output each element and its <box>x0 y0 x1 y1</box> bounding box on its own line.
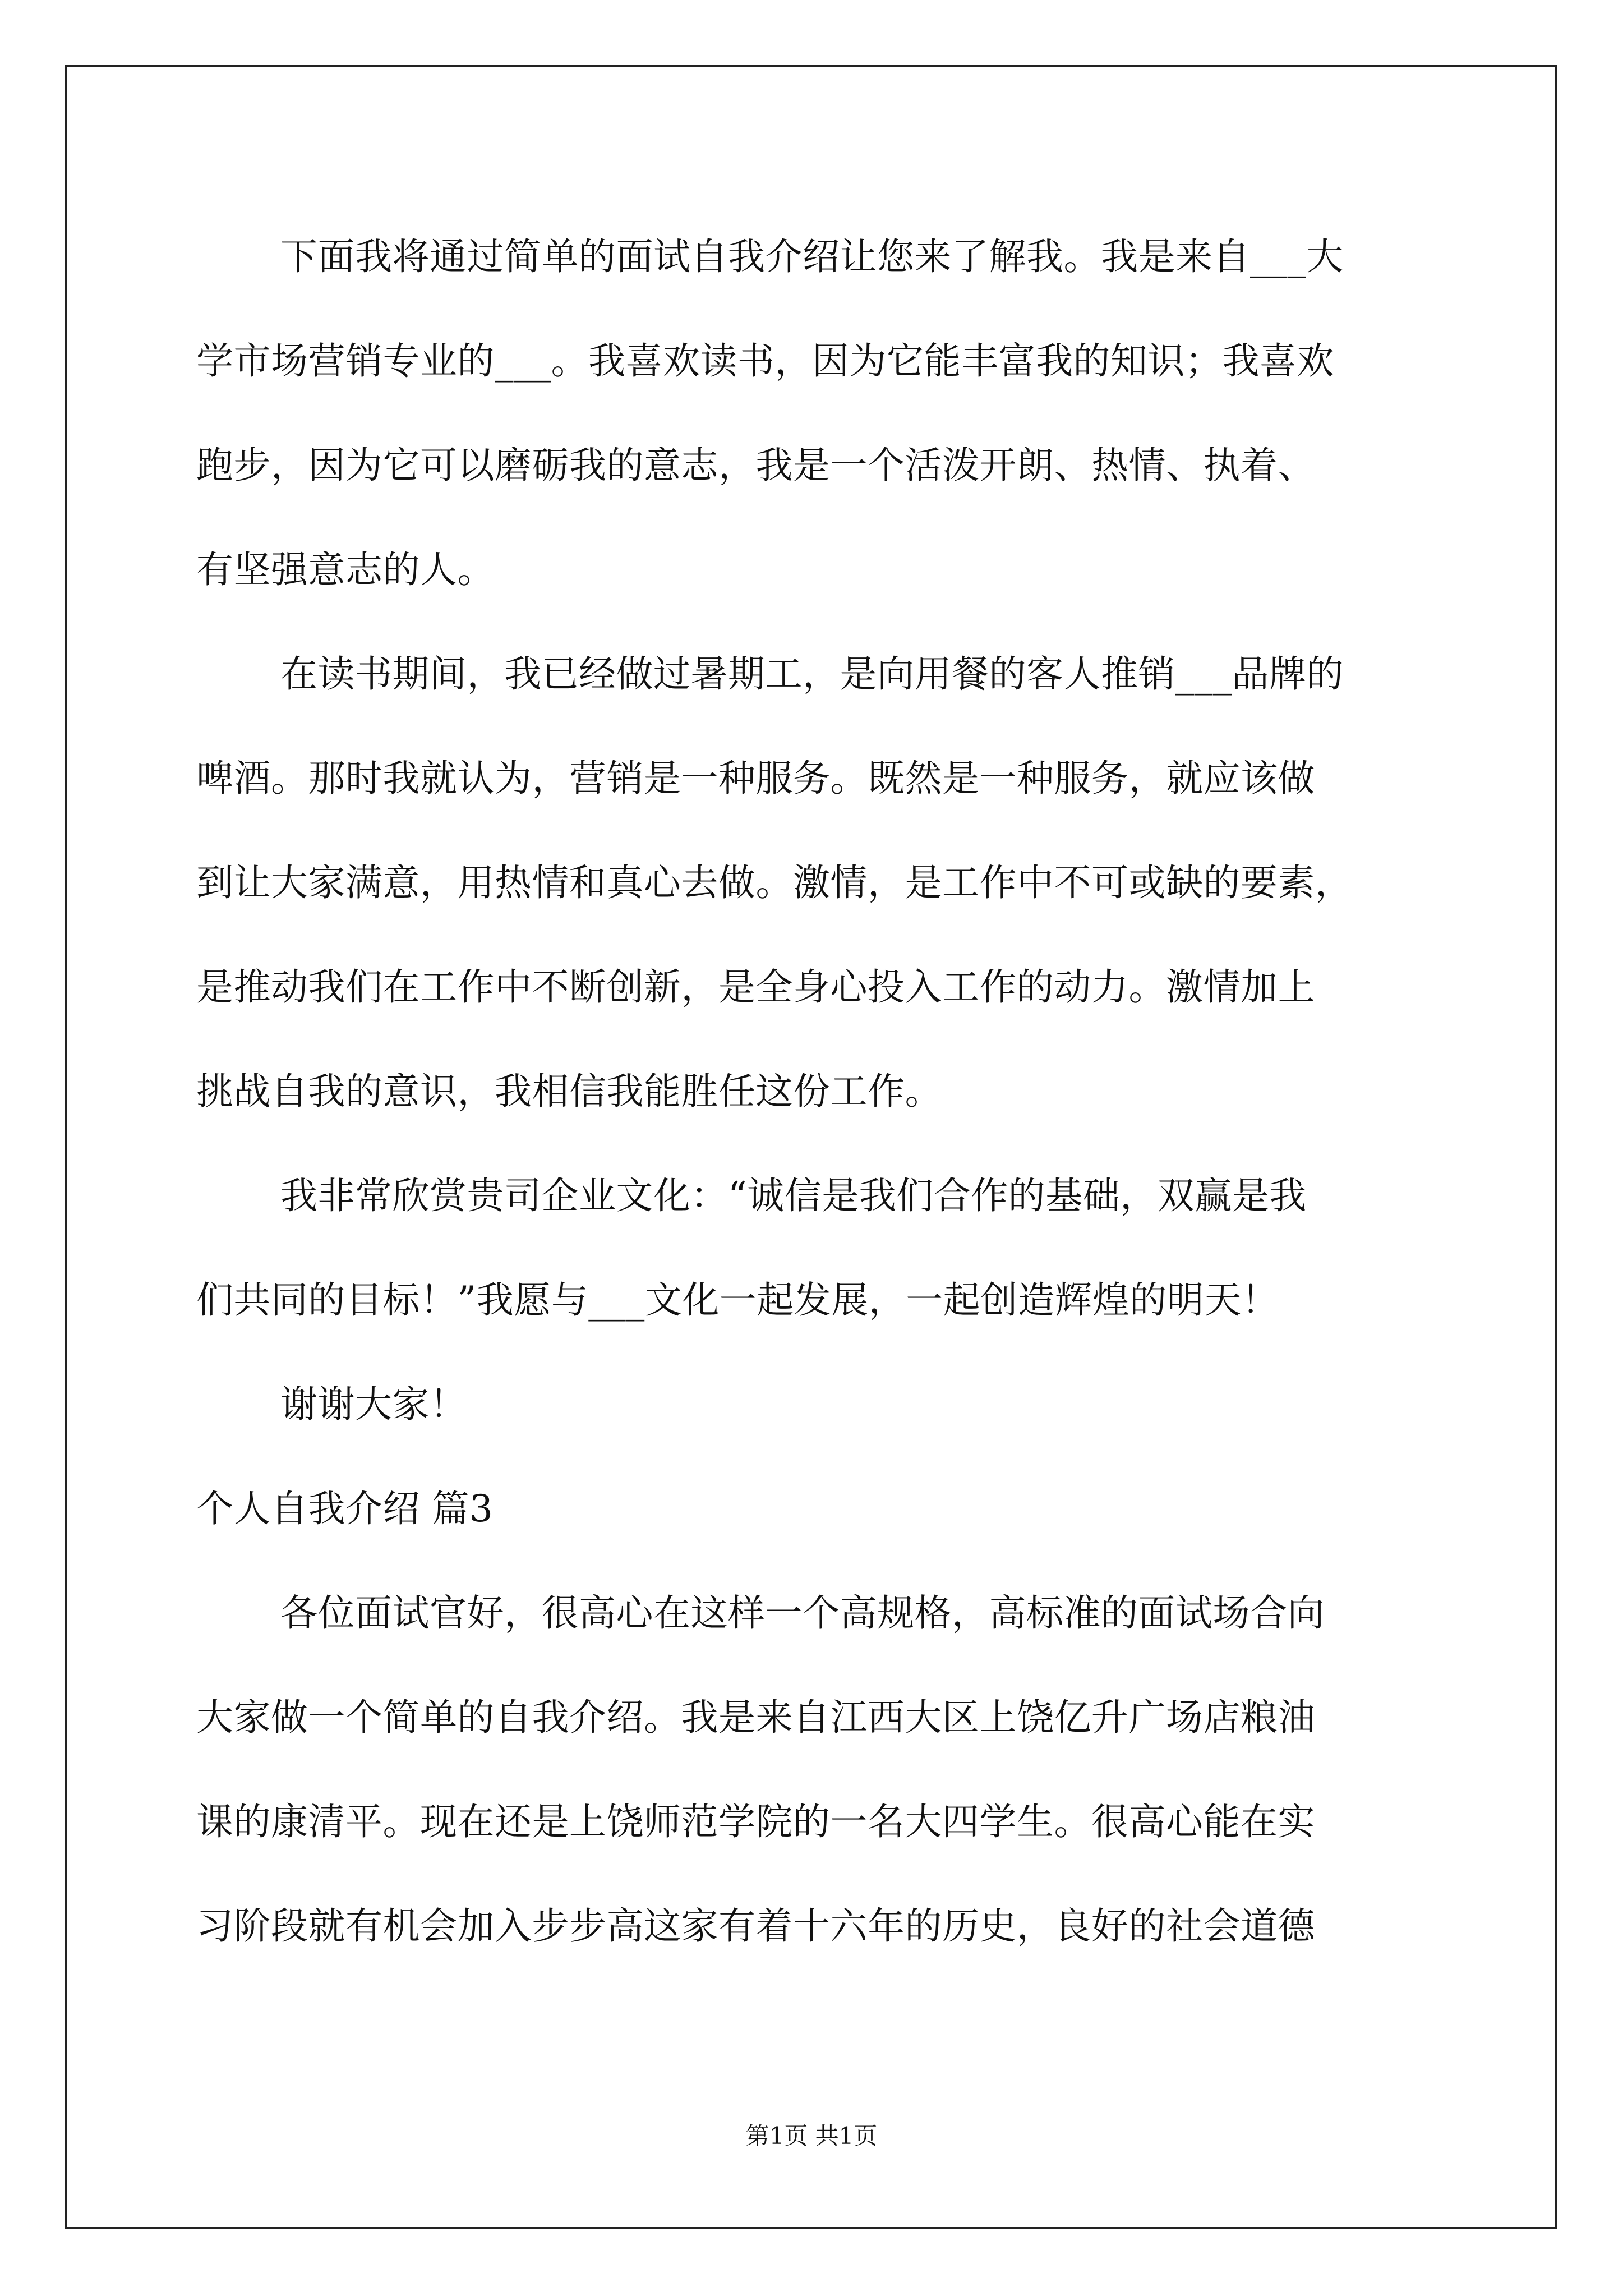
paragraph-line: 啤酒。那时我就认为，营销是一种服务。既然是一种服务，就应该做 <box>196 757 1315 800</box>
paragraph-line: 习阶段就有机会加入步步高这家有着十六年的历史，良好的社会道德 <box>196 1904 1315 1948</box>
paragraph-line: 跑步，因为它可以磨砺我的意志，我是一个活泼开朗、热情、执着、 <box>196 444 1315 487</box>
paragraph-line: 在读书期间，我已经做过暑期工，是向用餐的客人推销___品牌的 <box>280 652 1344 696</box>
paragraph-line: 我非常欣赏贵司企业文化：“诚信是我们合作的基础，双赢是我 <box>280 1174 1307 1217</box>
paragraph-line: 有坚强意志的人。 <box>196 548 495 591</box>
paragraph-line: 大家做一个简单的自我介绍。我是来自江西大区上饶亿升广场店粮油 <box>196 1696 1315 1739</box>
paragraph-line: 们共同的目标！”我愿与___文化一起发展，一起创造辉煌的明天！ <box>196 1278 1279 1322</box>
paragraph-line: 是推动我们在工作中不断创新，是全身心投入工作的动力。激情加上 <box>196 965 1315 1009</box>
paragraph-line: 谢谢大家！ <box>280 1383 467 1426</box>
paragraph-line: 下面我将通过简单的面试自我介绍让您来了解我。我是来自___大 <box>280 235 1344 278</box>
section-heading: 个人自我介绍 篇3 <box>196 1487 494 1530</box>
paragraph-line: 到让大家满意，用热情和真心去做。激情，是工作中不可或缺的要素， <box>196 861 1353 904</box>
paragraph-line: 课的康清平。现在还是上饶师范学院的一名大四学生。很高心能在实 <box>196 1800 1315 1843</box>
paragraph-line: 挑战自我的意识，我相信我能胜任这份工作。 <box>196 1070 942 1113</box>
paragraph-line: 各位面试官好，很高心在这样一个高规格，高标准的面试场合向 <box>280 1591 1325 1635</box>
paragraph-line: 学市场营销专业的___。我喜欢读书，因为它能丰富我的知识；我喜欢 <box>196 339 1334 383</box>
page-footer: 第1页 共1页 <box>745 2122 878 2150</box>
document-body <box>196 205 1447 1978</box>
